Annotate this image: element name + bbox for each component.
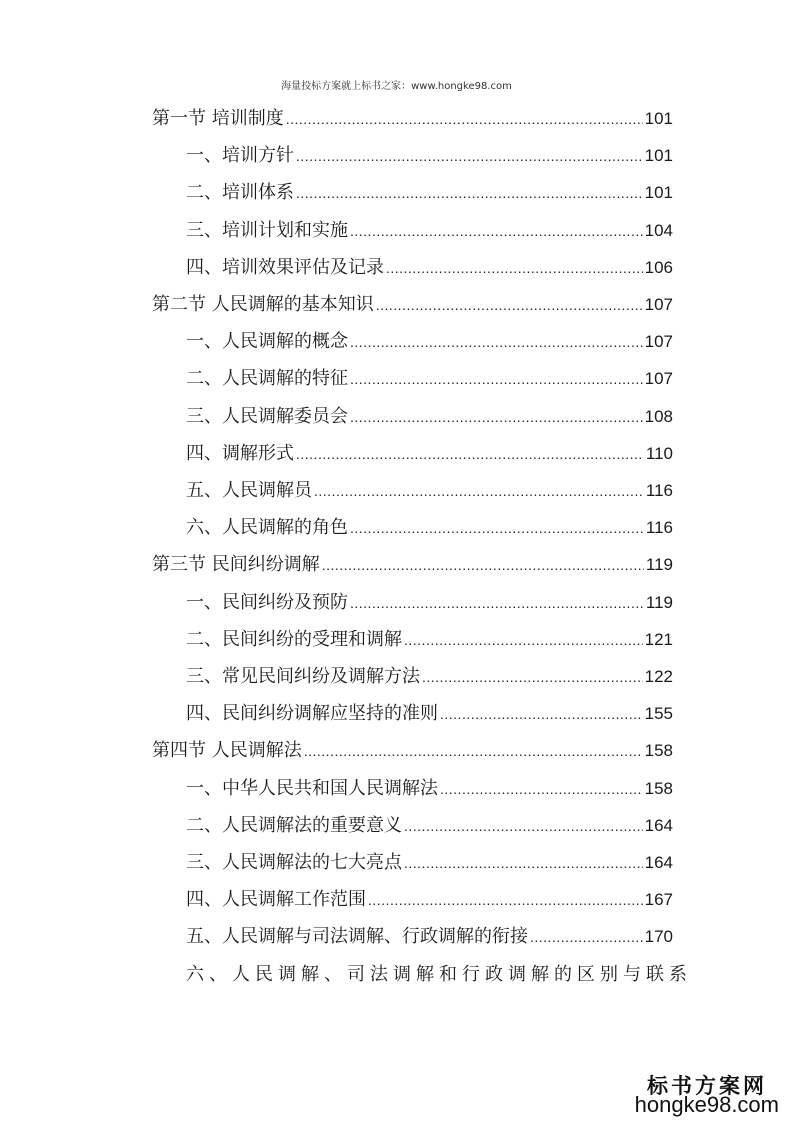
toc-entry-label: 一、培训方针 xyxy=(186,145,294,167)
toc-page-number: 104 xyxy=(644,220,673,240)
toc-page-number: 119 xyxy=(645,592,673,612)
toc-entry[interactable] xyxy=(186,848,673,878)
toc-entry[interactable] xyxy=(186,960,692,990)
toc-page-number: 108 xyxy=(644,406,673,426)
toc-page-number: 119 xyxy=(645,555,673,575)
toc-entry[interactable] xyxy=(186,922,673,952)
toc-section-entry[interactable] xyxy=(152,290,673,320)
toc-entry-label: 四、调解形式 xyxy=(186,442,294,464)
toc-page-number: 101 xyxy=(644,146,673,166)
toc-page-number: 106 xyxy=(644,257,673,277)
toc-entry[interactable] xyxy=(186,588,673,618)
toc-entry[interactable] xyxy=(186,476,673,506)
toc-leader-dots xyxy=(286,111,643,127)
toc-leader-dots xyxy=(350,595,644,611)
toc-entry[interactable] xyxy=(186,178,673,208)
toc-entry-label: 三、培训计划和实施 xyxy=(186,219,348,241)
toc-leader-dots xyxy=(350,520,644,536)
toc-entry-label: 二、人民调解的特征 xyxy=(186,368,348,390)
toc-entry-label: 六、人民调解的角色 xyxy=(186,517,348,539)
toc-entry[interactable] xyxy=(186,885,673,915)
toc-page-number: 158 xyxy=(644,741,673,761)
toc-page-number: 101 xyxy=(644,183,673,203)
toc-page-number: 116 xyxy=(645,481,673,500)
toc-entry[interactable] xyxy=(186,699,673,729)
toc-leader-dots xyxy=(350,371,643,387)
toc-entry-label: 一、中华人民共和国人民调解法 xyxy=(186,777,438,799)
toc-leader-dots xyxy=(404,632,643,648)
watermark-logo: 标书方案网 xyxy=(647,1073,767,1098)
toc-leader-dots xyxy=(404,818,643,834)
toc-entry[interactable] xyxy=(186,439,673,469)
toc-page-number: 101 xyxy=(644,109,673,128)
toc-leader-dots xyxy=(296,148,643,164)
toc-section-entry[interactable] xyxy=(152,736,673,766)
toc-page-number: 121 xyxy=(644,629,673,649)
toc-entry[interactable] xyxy=(186,327,673,357)
toc-section-entry[interactable] xyxy=(152,104,673,134)
toc-entry-label: 三、常见民间纠纷及调解方法 xyxy=(186,666,420,687)
toc-leader-dots xyxy=(314,483,644,499)
toc-page-number: 155 xyxy=(644,704,673,724)
toc-entry-label: 二、培训体系 xyxy=(186,182,294,204)
toc-leader-dots xyxy=(296,446,644,462)
toc-page-number: 116 xyxy=(645,518,673,538)
toc-entry-label: 四、培训效果评估及记录 xyxy=(186,256,384,278)
toc-entry[interactable] xyxy=(186,141,673,171)
toc-entry[interactable] xyxy=(186,662,673,692)
toc-leader-dots xyxy=(322,557,644,573)
toc-page-number: 110 xyxy=(645,443,673,463)
toc-leader-dots xyxy=(304,743,643,759)
toc-entry[interactable] xyxy=(186,774,673,804)
toc-entry-label: 三、人民调解法的七大亮点 xyxy=(186,852,402,873)
toc-entry-label: 第三节 民间纠纷调解 xyxy=(152,554,320,576)
toc-entry-label: 一、人民调解的概念 xyxy=(186,331,348,353)
toc-page-number: 107 xyxy=(644,369,673,389)
toc-entry-label: 三、人民调解委员会 xyxy=(186,405,348,427)
toc-entry-label: 一、民间纠纷及预防 xyxy=(186,591,348,613)
toc-entry-label: 六、人民调解、司法调解和行政调解的区别与联系 xyxy=(186,963,692,985)
toc-page-number: 170 xyxy=(644,927,673,947)
toc-leader-dots xyxy=(440,706,643,722)
toc-entry[interactable] xyxy=(186,513,673,543)
toc-leader-dots xyxy=(440,781,643,797)
toc-entry[interactable] xyxy=(186,402,673,432)
toc-page-number: 158 xyxy=(644,778,673,798)
toc-leader-dots xyxy=(422,669,643,685)
watermark-url: hongke98.com xyxy=(634,1092,779,1117)
page-header: 海量投标方案就上标书之家：www.hongke98.com xyxy=(281,81,512,92)
toc-entry[interactable] xyxy=(186,364,673,394)
toc-entry-label: 第四节 人民调解法 xyxy=(152,740,302,762)
toc-leader-dots xyxy=(350,223,643,239)
toc-entry-label: 二、民间纠纷的受理和调解 xyxy=(186,628,402,650)
toc-entry-label: 第二节 人民调解的基本知识 xyxy=(152,294,374,315)
toc-section-entry[interactable] xyxy=(152,550,673,580)
toc-page-number: 107 xyxy=(644,332,673,352)
toc-leader-dots xyxy=(350,334,643,350)
toc-leader-dots xyxy=(404,855,643,871)
toc-entry-label: 五、人民调解员 xyxy=(186,480,312,501)
toc-page-number: 107 xyxy=(644,295,673,314)
toc-entry-label: 五、人民调解与司法调解、行政调解的衔接 xyxy=(186,926,528,948)
toc-entry-label: 二、人民调解法的重要意义 xyxy=(186,814,402,836)
toc-page-number: 122 xyxy=(644,667,673,686)
toc-leader-dots xyxy=(296,185,643,201)
toc-entry[interactable] xyxy=(186,216,673,246)
toc-entry[interactable] xyxy=(186,253,673,283)
toc-page-number: 164 xyxy=(644,815,673,835)
toc-leader-dots xyxy=(386,260,643,276)
toc-leader-dots xyxy=(368,892,643,908)
toc-leader-dots xyxy=(376,297,643,313)
toc-page-number: 167 xyxy=(644,890,673,910)
toc-entry-label: 四、民间纠纷调解应坚持的准则 xyxy=(186,703,438,725)
toc-entry-label: 第一节 培训制度 xyxy=(152,108,284,129)
toc-entry[interactable] xyxy=(186,811,673,841)
toc-page-number: 164 xyxy=(644,853,673,872)
toc-leader-dots xyxy=(350,409,643,425)
toc-entry-label: 四、人民调解工作范围 xyxy=(186,889,366,911)
toc-entry[interactable] xyxy=(186,625,673,655)
toc-leader-dots xyxy=(530,929,643,945)
